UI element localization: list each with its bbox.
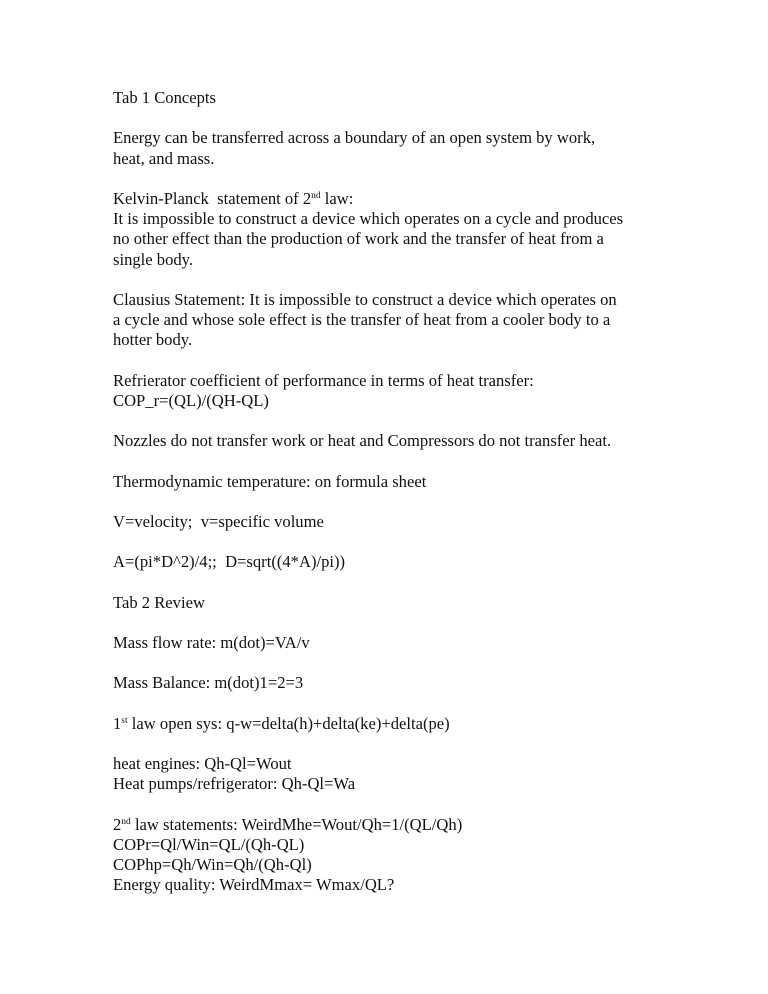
paragraph bbox=[113, 189, 713, 270]
text-run: Energy can be transferred across a boundary of an open system by work, bbox=[113, 128, 596, 148]
paragraph-gap bbox=[113, 613, 713, 633]
text-run: heat engines: Qh-Ql=Wout bbox=[113, 754, 292, 774]
text-run: single body. bbox=[113, 249, 194, 269]
paragraph bbox=[113, 815, 713, 896]
text-run: no other effect than the production of work and the transfer of heat from a bbox=[113, 229, 604, 249]
paragraph-gap bbox=[113, 270, 713, 290]
text-line bbox=[113, 512, 713, 532]
text-run: It is impossible to construct a device which operates on a cycle and produces bbox=[113, 209, 624, 229]
text-run: 1 bbox=[113, 713, 122, 733]
paragraph-gap bbox=[113, 573, 713, 593]
paragraph-gap bbox=[113, 350, 713, 370]
text-line bbox=[113, 875, 713, 895]
text-line bbox=[113, 673, 713, 693]
text-line bbox=[113, 128, 713, 148]
text-run: Kelvin-Planck statement of 2 bbox=[113, 188, 312, 208]
text-line bbox=[113, 774, 713, 794]
text-line bbox=[113, 189, 713, 209]
paragraph-gap bbox=[113, 108, 713, 128]
paragraph bbox=[113, 290, 713, 351]
text-run: COP_r=(QL)/(QH-QL) bbox=[113, 390, 269, 410]
text-line bbox=[113, 855, 713, 875]
paragraph bbox=[113, 128, 713, 168]
text-line bbox=[113, 250, 713, 270]
text-line bbox=[113, 229, 713, 249]
paragraph bbox=[113, 593, 713, 613]
paragraph bbox=[113, 673, 713, 693]
text-line bbox=[113, 371, 713, 391]
text-run: Tab 1 Concepts bbox=[113, 88, 216, 107]
text-line bbox=[113, 431, 713, 451]
text-line bbox=[113, 593, 713, 613]
text-run: COPr=Ql/Win=QL/(Qh-QL) bbox=[113, 834, 305, 854]
paragraph-gap bbox=[113, 795, 713, 815]
text-run: hotter body. bbox=[113, 330, 193, 350]
paragraph-gap bbox=[113, 411, 713, 431]
text-line bbox=[113, 754, 713, 774]
paragraph bbox=[113, 371, 713, 411]
text-run: Mass flow rate: m(dot)=VA/v bbox=[113, 633, 310, 653]
text-line bbox=[113, 633, 713, 653]
text-line bbox=[113, 290, 713, 310]
paragraph-gap bbox=[113, 169, 713, 189]
paragraph-gap bbox=[113, 532, 713, 552]
text-run: COPhp=Qh/Win=Qh/(Qh-Ql) bbox=[113, 855, 312, 875]
document-page bbox=[113, 88, 713, 896]
text-line bbox=[113, 88, 713, 108]
text-run: Clausius Statement: It is impossible to construct a device which operates on bbox=[113, 289, 617, 309]
text-run: Mass Balance: m(dot)1=2=3 bbox=[113, 673, 304, 693]
paragraph bbox=[113, 512, 713, 532]
text-run: a cycle and whose sole effect is the transfer of heat from a cooler body to a bbox=[113, 310, 611, 330]
text-run: A=(pi*D^2)/4;; D=sqrt((4*A)/pi)) bbox=[113, 552, 346, 572]
paragraph-gap bbox=[113, 734, 713, 754]
superscript: st bbox=[121, 715, 128, 726]
paragraph bbox=[113, 754, 713, 794]
text-line bbox=[113, 209, 713, 229]
paragraph-gap bbox=[113, 492, 713, 512]
text-line bbox=[113, 391, 713, 411]
paragraph-gap bbox=[113, 653, 713, 673]
text-run: V=velocity; v=specific volume bbox=[113, 511, 324, 531]
text-run: Thermodynamic temperature: on formula sheet bbox=[113, 471, 427, 491]
text-line bbox=[113, 472, 713, 492]
text-line bbox=[113, 552, 713, 572]
text-run: heat, and mass. bbox=[113, 148, 215, 168]
text-line bbox=[113, 310, 713, 330]
text-run: Heat pumps/refrigerator: Qh-Ql=Wa bbox=[113, 774, 356, 794]
paragraph bbox=[113, 714, 713, 734]
text-line bbox=[113, 714, 713, 734]
paragraph bbox=[113, 472, 713, 492]
text-run: law: bbox=[320, 188, 354, 208]
superscript: nd bbox=[121, 816, 131, 827]
text-run: Tab 2 Review bbox=[113, 592, 205, 612]
text-run: law statements: WeirdMhe=Wout/Qh=1/(QL/Qh) bbox=[130, 814, 463, 834]
text-run: law open sys: q-w=delta(h)+delta(ke)+delta(pe) bbox=[127, 713, 450, 733]
text-line bbox=[113, 149, 713, 169]
paragraph bbox=[113, 431, 713, 451]
text-line bbox=[113, 835, 713, 855]
text-run: Nozzles do not transfer work or heat and Compressors do not transfer heat. bbox=[113, 431, 612, 451]
paragraph-gap bbox=[113, 451, 713, 471]
text-line bbox=[113, 330, 713, 350]
paragraph bbox=[113, 552, 713, 572]
text-run: Energy quality: WeirdMmax= Wmax/QL? bbox=[113, 875, 395, 895]
superscript: nd bbox=[311, 190, 321, 201]
paragraph-gap bbox=[113, 694, 713, 714]
text-line bbox=[113, 815, 713, 835]
paragraph bbox=[113, 633, 713, 653]
paragraph bbox=[113, 88, 713, 108]
text-run: 2 bbox=[113, 814, 122, 834]
text-run: Refrierator coefficient of performance in terms of heat transfer: bbox=[113, 370, 534, 390]
